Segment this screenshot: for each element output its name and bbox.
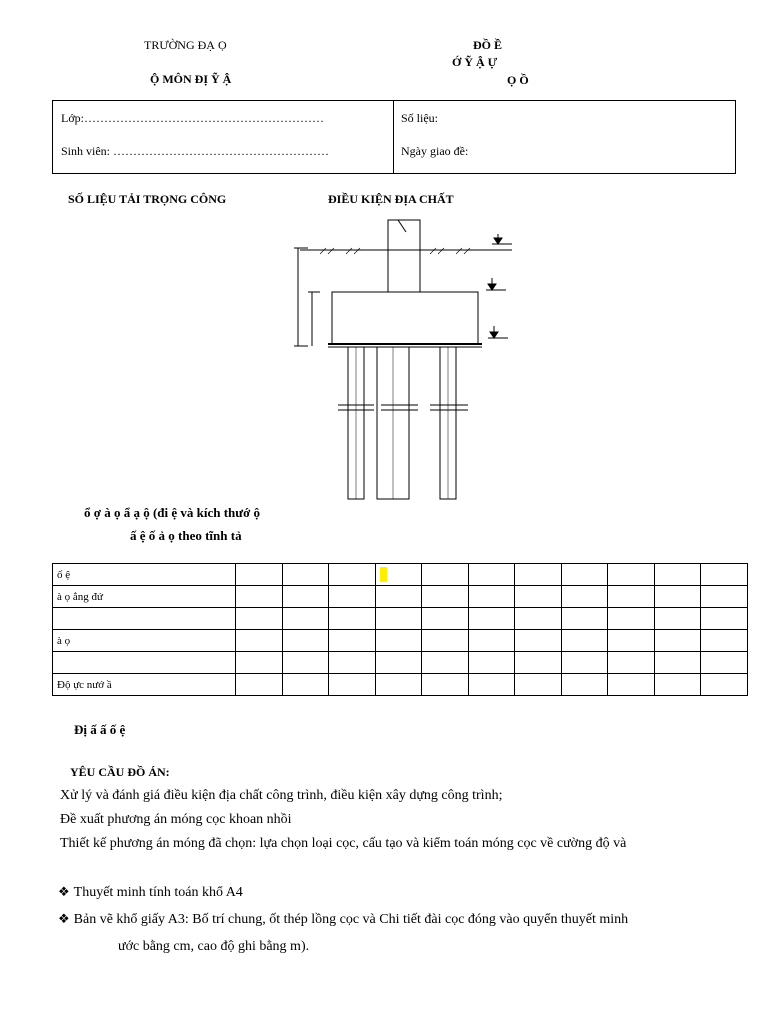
table-row [53, 608, 748, 630]
highlight-marker [380, 567, 387, 582]
table-row [53, 564, 748, 586]
deliverable-item-continuation: ước bằng cm, cao độ ghi bằng m). [118, 939, 310, 954]
row-label: Độ ực nướ ầ [53, 674, 236, 696]
data-number-field[interactable]: Số liệu: [401, 111, 439, 125]
info-box-divider [393, 101, 394, 173]
load-data-heading: SỐ LIỆU TẢI TRỌNG CÔNG [68, 192, 227, 206]
school-name: TRƯỜNG ĐẠ Ọ [144, 38, 227, 52]
title-line-2: Ớ Ỹ Ậ Ự [452, 55, 498, 69]
assignment-date-field[interactable]: Ngày giao đề: [401, 144, 469, 158]
diamond-bullet-icon: ❖ [58, 911, 70, 926]
class-field[interactable]: Lớp:…………………………………………………… [61, 111, 325, 125]
row-label: ố ệ [53, 564, 236, 586]
pile-foundation-diagram [280, 212, 530, 502]
row-label [53, 652, 236, 674]
row-label [53, 608, 236, 630]
table-row [53, 586, 748, 608]
pile-cap [332, 292, 478, 344]
deliverable-item: ❖ Bản vẽ khổ giấy A3: Bố trí chung, ốt thép lồng cọc và Chi tiết đài cọc đóng vào quyển thuyết minh [58, 911, 629, 927]
geology-statistics-heading: Đị ấ ấ ố ệ [74, 722, 126, 737]
diagram-caption-line-1: ổ ợ à ọ ẩ ạ ộ (đi ệ và kích thướ ộ [84, 505, 261, 520]
requirements-heading: YÊU CẦU ĐỒ ÁN: [70, 765, 170, 779]
deliverable-item: ❖ Thuyết minh tính toán khổ A4 [58, 884, 243, 900]
department-name: Ộ MÔN ĐỊ Ỹ Ậ [150, 72, 232, 86]
table-row [53, 630, 748, 652]
title-line-3: Ọ Ồ [507, 73, 529, 87]
ground-hatch [320, 248, 470, 254]
row-label: à ọ ẳng đứ [53, 586, 236, 608]
row-label: à ọ [53, 630, 236, 652]
requirement-item: Đề xuất phương án móng cọc khoan nhồi [60, 812, 292, 827]
student-name-field[interactable]: Sinh viên: ……………………………………………… [61, 144, 330, 158]
pier-column [388, 220, 420, 292]
table-row [53, 652, 748, 674]
student-info-box [52, 100, 736, 174]
geology-heading: ĐIỀU KIỆN ĐỊA CHẤT [328, 192, 454, 206]
requirement-item: Xử lý và đánh giá điều kiện địa chất công trình, điều kiện xây dựng công trình; [60, 788, 503, 803]
diamond-bullet-icon: ❖ [58, 884, 70, 899]
diagram-caption-line-2: ấ ệ ố ả ọ theo tĩnh tả [130, 528, 242, 543]
table-row [53, 674, 748, 696]
title-line-1: ĐỒ Ề [473, 38, 503, 52]
load-data-table [52, 563, 748, 696]
requirement-item: Thiết kế phương án móng đã chọn: lựa chọn loại cọc, cấu tạo và kiểm toán móng cọc về cường độ và [60, 836, 627, 851]
